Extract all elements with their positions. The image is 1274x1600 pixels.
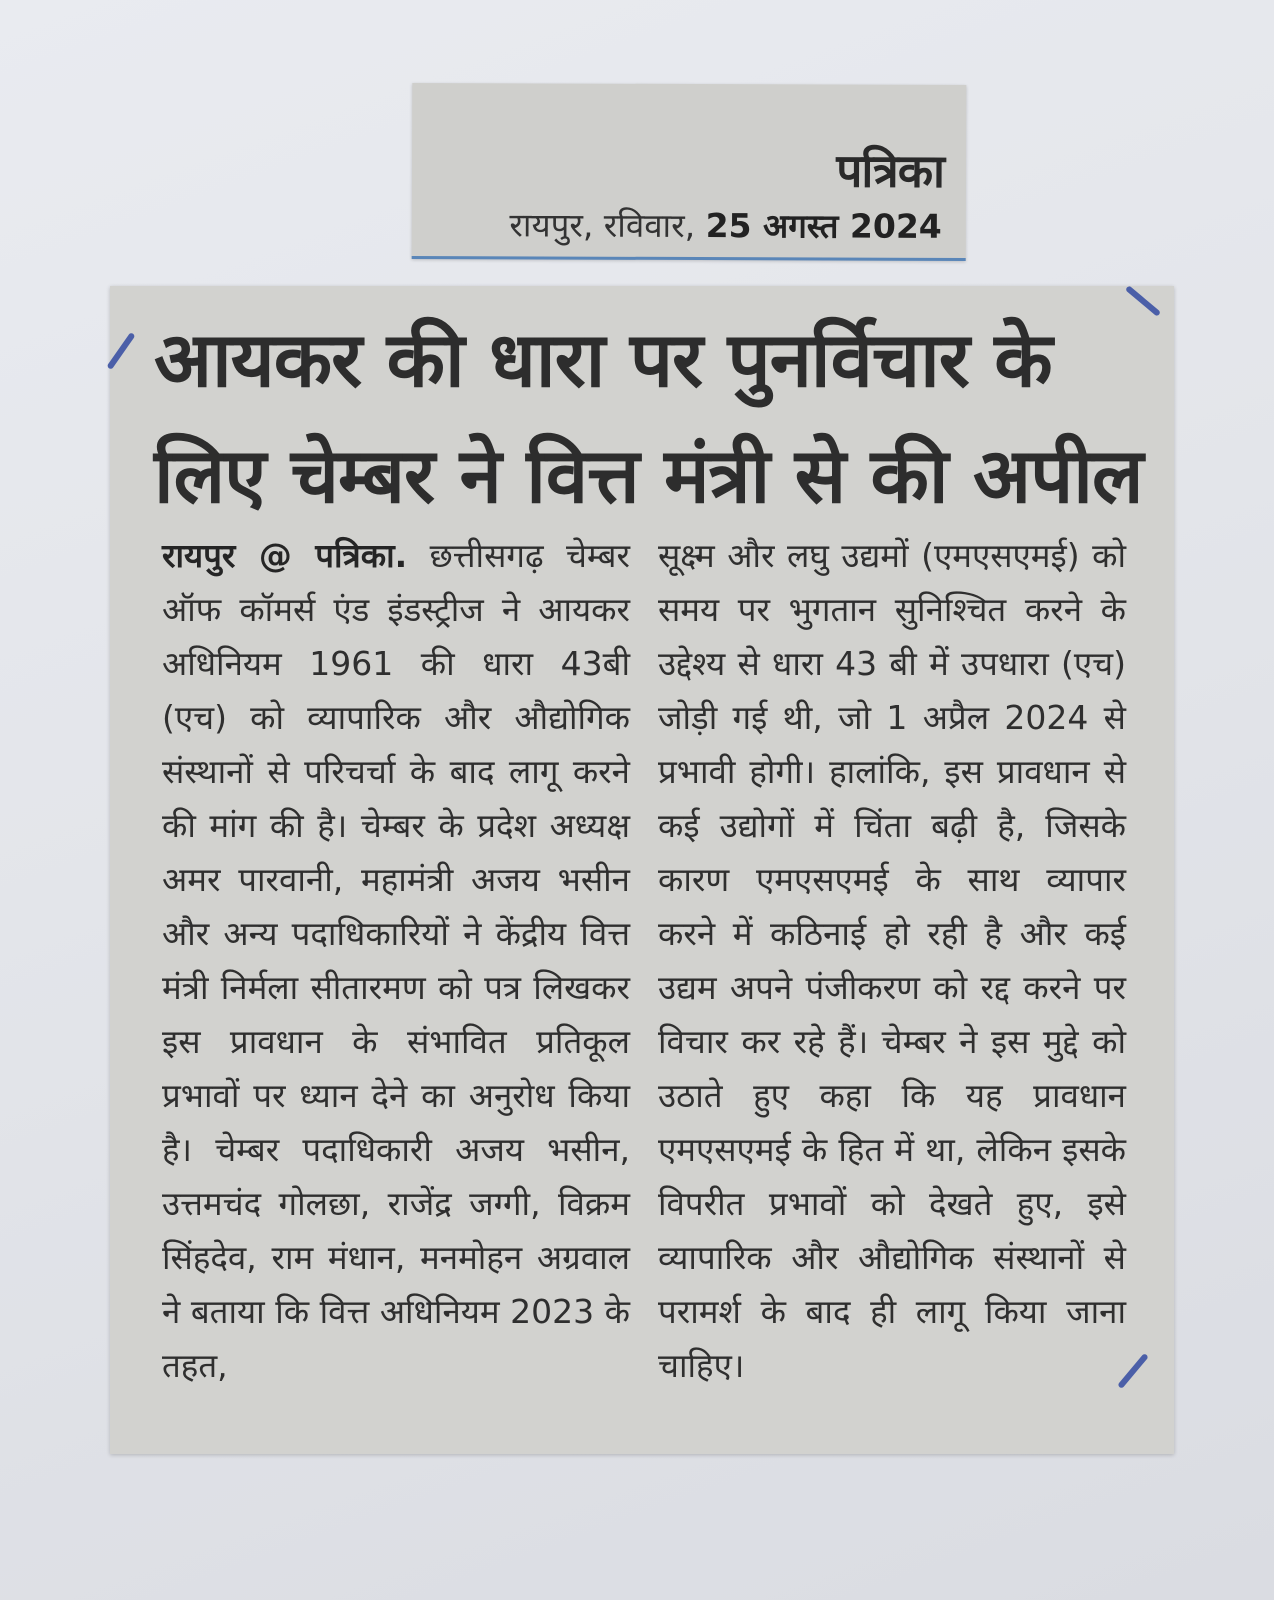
article-clipping	[110, 286, 1174, 1454]
date-place: रायपुर, रविवार,	[509, 205, 696, 246]
masthead-clipping	[412, 83, 967, 261]
date-value: 25 अगस्त 2024	[705, 206, 942, 246]
article-column-right	[658, 529, 1126, 1393]
article-body-left: छत्तीसगढ़ चेम्बर ऑफ कॉमर्स एंड इंडस्ट्रीज ने आयकर अधिनियम 1961 की धारा 43बी (एच) को व्यापारिक और औद्योगिक संस्थानों से परिचर्चा के बाद लागू करने की मांग की है। चेम्बर के प्रदेश अध्यक्ष अमर पारवानी, महामंत्री अजय भसीन और अन्य पदाधिकारियों ने केंद्रीय वित्त मंत्री निर्मला सीतारमण को पत्र लिखकर इस प्रावधान के संभावित प्रतिकूल प्रभावों पर ध्यान देने का अनुरोध किया है। चेम्बर पदाधिकारी अजय भसीन, उत्तमचंद गोलछा, राजेंद्र जग्गी, विक्रम सिंहदेव, राम मंधान, मनमोहन अग्रवाल ने बताया कि वित्त अधिनियम 2023 के तहत,	[162, 536, 630, 1385]
publication-date	[509, 201, 942, 248]
pen-mark-left	[106, 332, 135, 370]
newspaper-name: पत्रिका	[836, 143, 945, 198]
article-headline: आयकर की धारा पर पुनर्विचार के लिए चेम्बर ने वित्त मंत्री से की अपील	[154, 315, 1143, 520]
article-dateline: रायपुर @ पत्रिका.	[162, 536, 408, 575]
article-body-right: सूक्ष्म और लघु उद्यमों (एमएसएमई) को समय पर भुगतान सुनिश्चित करने के उद्देश्य से धारा 43 बी में उपधारा (एच) जोड़ी गई थी, जो 1 अप्रैल 2024 से प्रभावी होगी। हालांकि, इस प्रावधान से कई उद्योगों में चिंता बढ़ी है, जिसके कारण एमएसएमई के साथ व्यापार करने में कठिनाई हो रही है और कई उद्यम अपने पंजीकरण को रद्द करने पर विचार कर रहे हैं। चेम्बर ने इस मुद्दे को उठाते हुए कहा कि यह प्रावधान एमएसएमई के हित में था, लेकिन इसके विपरीत प्रभावों को देखते हुए, इसे व्यापारिक और औद्योगिक संस्थानों से परामर्श के बाद ही लागू किया जाना चाहिए।	[658, 536, 1126, 1385]
article-column-left	[162, 529, 630, 1393]
